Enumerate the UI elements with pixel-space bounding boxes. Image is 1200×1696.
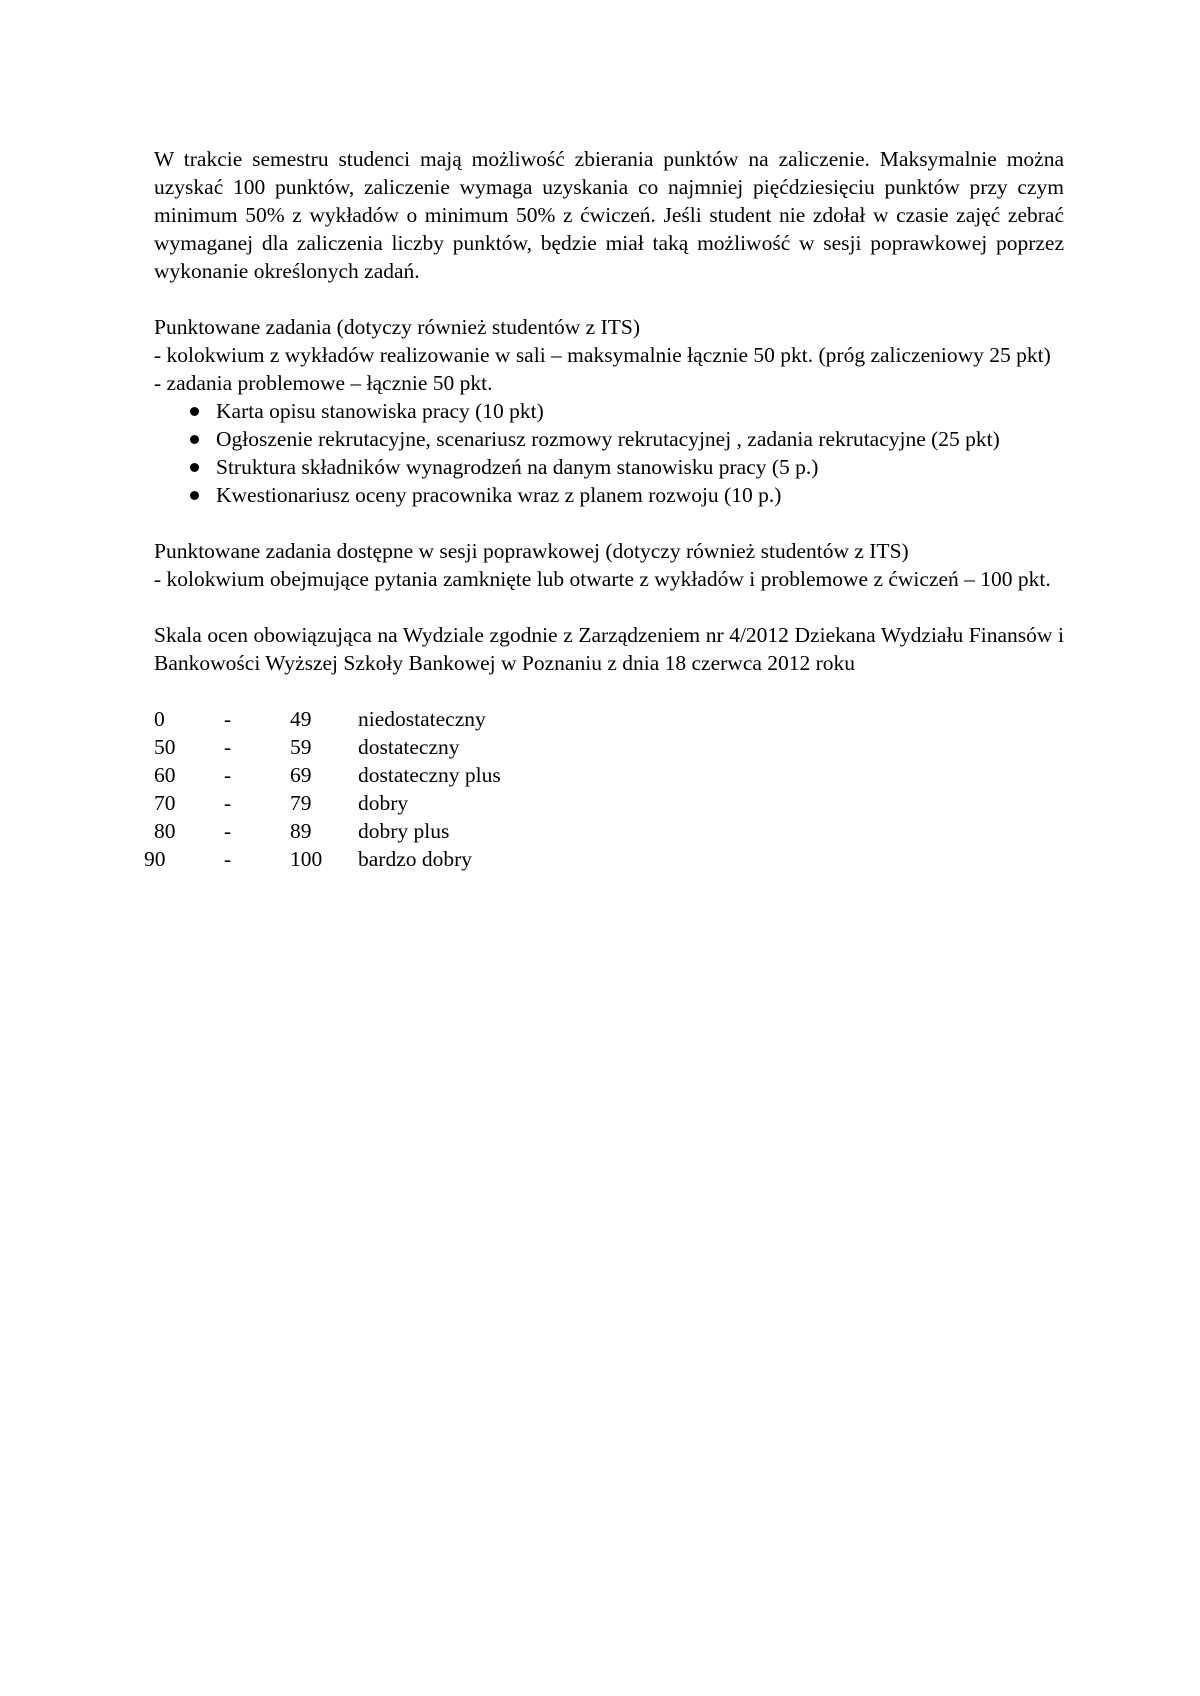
list-item-text: Ogłoszenie rekrutacyjne, scenariusz rozmowy rekrutacyjnej , zadania rekrutacyjne (25 pkt) [216, 427, 1000, 451]
scale-intro: Skala ocen obowiązująca na Wydziale zgodnie z Zarządzeniem nr 4/2012 Dziekana Wydziału Finansów i Bankowości Wyższej Szkoły Bankowej w Poznaniu z dnia 18 czerwca 2012 roku [154, 623, 1064, 675]
bullet-icon [190, 435, 199, 444]
spacer [154, 509, 1064, 537]
table-row [154, 817, 501, 845]
grade-from: 80 [154, 819, 176, 843]
tasks-problems: - zadania problemowe – łącznie 50 pkt. [154, 371, 493, 395]
table-row [154, 761, 501, 789]
grade-from-value: 90 [144, 847, 166, 871]
grade-name: dostateczny [358, 735, 460, 759]
spacer [154, 593, 1064, 621]
bullet-icon [190, 491, 199, 500]
list-item-text: Kwestionariusz oceny pracownika wraz z planem rozwoju (10 p.) [216, 483, 782, 507]
grade-name: bardzo dobry [358, 847, 473, 871]
spacer [154, 677, 1064, 705]
grade-name: dostateczny plus [358, 763, 501, 787]
grade-to: 79 [290, 791, 312, 815]
grade-dash: - [224, 735, 232, 759]
table-row [154, 705, 501, 733]
spacer [154, 285, 1064, 313]
grade-dash: - [224, 791, 232, 815]
resit-heading: Punktowane zadania dostępne w sesji poprawkowej (dotyczy również studentów z ITS) [154, 539, 909, 563]
table-row [154, 845, 501, 873]
grade-from: 50 [154, 735, 176, 759]
intro-paragraph: W trakcie semestru studenci mają możliwość zbierania punktów na zaliczenie. Maksymalnie można uzyskać 100 punktów, zaliczenie wymaga uzyskania co najmniej pięćdziesięciu punktów przy czym minimum 50% z wykładów o minimum 50% z ćwiczeń. Jeśli student nie zdołał w czasie zajęć zebrać wymaganej dla zaliczenia liczby punktów, będzie miał taką możliwość w sesji poprawkowej poprzez wykonanie określonych zadań. [154, 147, 1064, 283]
list-item [216, 481, 1064, 509]
grade-name: niedostateczny [358, 707, 486, 731]
grade-from: 0 [154, 707, 165, 731]
grade-from: 60 [154, 763, 176, 787]
grade-to: 89 [290, 819, 312, 843]
grade-dash: - [224, 707, 232, 731]
grade-from [144, 845, 224, 873]
grade-dash: - [224, 819, 232, 843]
grade-to: 49 [290, 707, 312, 731]
tasks-heading: Punktowane zadania (dotyczy również studentów z ITS) [154, 315, 640, 339]
table-row [154, 733, 501, 761]
bullet-icon [190, 463, 199, 472]
table-row [154, 789, 501, 817]
grade-dash: - [224, 763, 232, 787]
grade-name: dobry plus [358, 819, 450, 843]
list-item-text: Karta opisu stanowiska pracy (10 pkt) [216, 399, 544, 423]
grade-dash: - [224, 847, 232, 871]
list-item [216, 425, 1064, 453]
grade-to: 69 [290, 763, 312, 787]
grade-to: 100 [290, 847, 323, 871]
resit-colloquium: - kolokwium obejmujące pytania zamknięte lub otwarte z wykładów i problemowe z ćwiczeń – 100 pkt. [154, 567, 1051, 591]
list-item [216, 397, 1064, 425]
tasks-list [154, 397, 1064, 509]
tasks-colloquium: - kolokwium z wykładów realizowanie w sali – maksymalnie łącznie 50 pkt. (próg zaliczeniowy 25 pkt) [154, 343, 1051, 367]
bullet-icon [190, 407, 199, 416]
grade-scale-table [144, 705, 501, 873]
grade-name: dobry [358, 791, 409, 815]
grade-from: 70 [154, 791, 176, 815]
list-item-text: Struktura składników wynagrodzeń na danym stanowisku pracy (5 p.) [216, 455, 819, 479]
list-item [216, 453, 1064, 481]
document-body [144, 145, 1064, 873]
grade-to: 59 [290, 735, 312, 759]
